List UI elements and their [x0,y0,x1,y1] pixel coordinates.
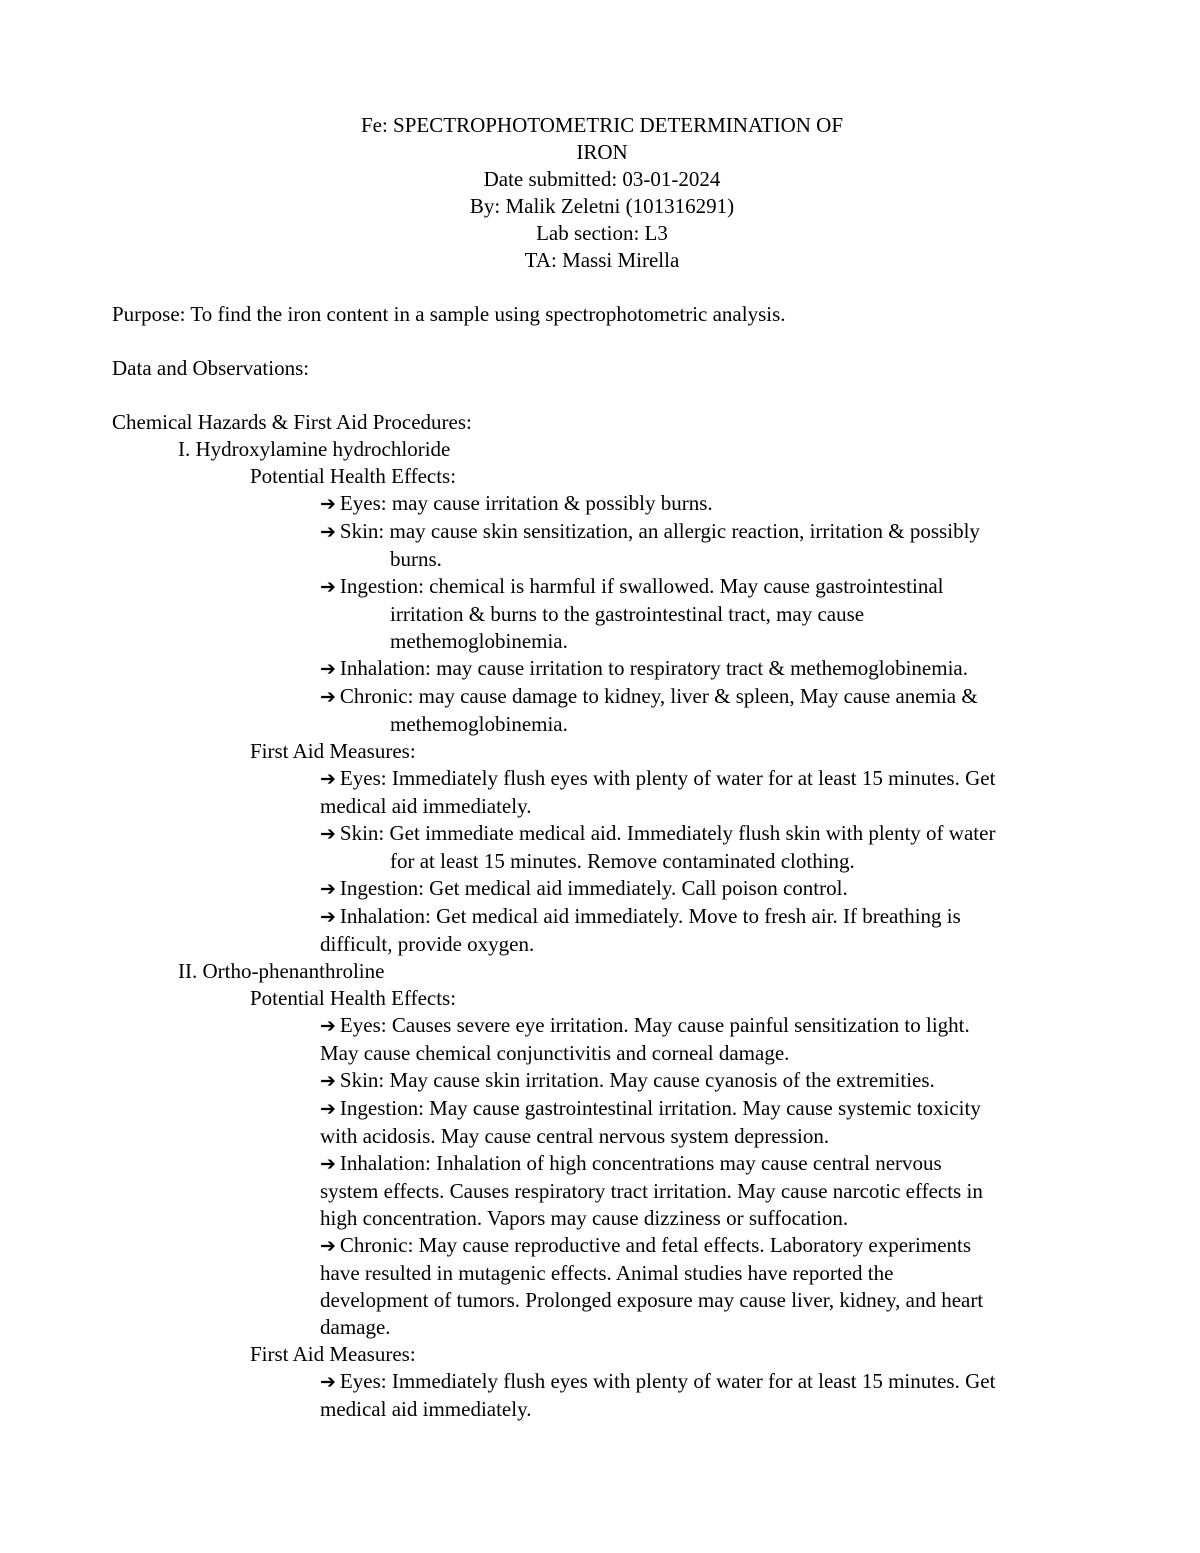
arrow-icon: ➔ [320,878,336,900]
title-line-1: Fe: SPECTROPHOTOMETRIC DETERMINATION OF [360,113,844,137]
arrow-icon: ➔ [320,493,336,515]
effect-item-continuation: high concentration. Vapors may cause dizziness or suffocation. [320,1206,849,1230]
effects-heading: Potential Health Effects: [250,986,457,1010]
title-line-2: IRON [576,140,628,164]
effect-item [112,518,1092,546]
data-heading: Data and Observations: [112,356,310,380]
aid-item-text: Ingestion: Get medical aid immediately. Call poison control. [339,876,848,900]
aid-item-continuation: medical aid immediately. [320,1397,532,1421]
effect-item-continuation: burns. [390,547,442,571]
aid-item-continuation: difficult, provide oxygen. [320,932,535,956]
arrow-icon: ➔ [320,906,336,928]
title-block [112,112,1092,274]
aid-item-continuation: for at least 15 minutes. Remove contaminated clothing. [390,849,855,873]
chemicals-list [112,436,1092,1423]
effect-item-continuation: development of tumors. Prolonged exposure may cause liver, kidney, and heart [320,1288,984,1312]
arrow-icon: ➔ [320,1371,336,1393]
arrow-icon: ➔ [320,576,336,598]
date-submitted: Date submitted: 03-01-2024 [483,167,721,191]
effect-item [112,683,1092,711]
effect-item [112,1067,1092,1095]
effect-item-continuation: methemoglobinemia. [390,712,568,736]
effect-item [112,1095,1092,1123]
chemical-name: II. Ortho-phenanthroline [178,959,385,983]
aid-item [112,875,1092,903]
effect-item [112,1232,1092,1260]
aid-item-text: Skin: Get immediate medical aid. Immediately flush skin with plenty of water [339,821,996,845]
arrow-icon: ➔ [320,686,336,708]
effect-item-text: Ingestion: chemical is harmful if swallowed. May cause gastrointestinal [339,574,944,598]
aid-heading: First Aid Measures: [250,739,416,763]
author: By: Malik Zeletni (101316291) [469,194,735,218]
aid-item [112,765,1092,793]
arrow-icon: ➔ [320,768,336,790]
effect-item-continuation: irritation & burns to the gastrointestinal tract, may cause [390,602,865,626]
document-body [112,112,1092,1423]
aid-item-text: Eyes: Immediately flush eyes with plenty of water for at least 15 minutes. Get [339,766,996,790]
aid-item-continuation: medical aid immediately. [320,794,532,818]
effect-item-continuation: May cause chemical conjunctivitis and corneal damage. [320,1041,790,1065]
aid-item [112,1368,1092,1396]
effect-item [112,490,1092,518]
effect-item-text: Inhalation: Inhalation of high concentrations may cause central nervous [339,1151,942,1175]
chemical-name: I. Hydroxylamine hydrochloride [178,437,451,461]
purpose: Purpose: To find the iron content in a sample using spectrophotometric analysis. [112,302,786,326]
effect-item-text: Chronic: may cause damage to kidney, liver & spleen, May cause anemia & [339,684,978,708]
aid-item [112,903,1092,931]
effect-item-continuation: damage. [320,1315,391,1339]
effect-item-text: Skin: May cause skin irritation. May cause cyanosis of the extremities. [339,1068,935,1092]
effect-item [112,573,1092,601]
effect-item-text: Ingestion: May cause gastrointestinal irritation. May cause systemic toxicity [339,1096,981,1120]
effect-item [112,655,1092,683]
aid-item-text: Inhalation: Get medical aid immediately. Move to fresh air. If breathing is [339,904,961,928]
effect-item-text: Eyes: Causes severe eye irritation. May cause painful sensitization to light. [339,1013,970,1037]
aid-item-text: Eyes: Immediately flush eyes with plenty of water for at least 15 minutes. Get [339,1369,996,1393]
aid-item [112,820,1092,848]
aid-heading: First Aid Measures: [250,1342,416,1366]
hazards-heading: Chemical Hazards & First Aid Procedures: [112,410,472,434]
effect-item-text: Chronic: May cause reproductive and fetal effects. Laboratory experiments [339,1233,972,1257]
arrow-icon: ➔ [320,521,336,543]
effect-item-text: Inhalation: may cause irritation to respiratory tract & methemoglobinemia. [339,656,968,680]
effect-item [112,1012,1092,1040]
effect-item-continuation: with acidosis. May cause central nervous system depression. [320,1124,830,1148]
arrow-icon: ➔ [320,1153,336,1175]
arrow-icon: ➔ [320,1098,336,1120]
effect-item [112,1150,1092,1178]
effect-item-text: Skin: may cause skin sensitization, an allergic reaction, irritation & possibly [339,519,980,543]
arrow-icon: ➔ [320,1235,336,1257]
effects-heading: Potential Health Effects: [250,464,457,488]
effect-item-text: Eyes: may cause irritation & possibly burns. [339,491,713,515]
arrow-icon: ➔ [320,1070,336,1092]
effect-item-continuation: system effects. Causes respiratory tract irritation. May cause narcotic effects in [320,1179,983,1203]
arrow-icon: ➔ [320,823,336,845]
teaching-assistant: TA: Massi Mirella [524,248,680,272]
lab-section: Lab section: L3 [536,221,668,245]
arrow-icon: ➔ [320,1015,336,1037]
effect-item-continuation: have resulted in mutagenic effects. Animal studies have reported the [320,1261,894,1285]
effect-item-continuation: methemoglobinemia. [390,629,568,653]
arrow-icon: ➔ [320,658,336,680]
